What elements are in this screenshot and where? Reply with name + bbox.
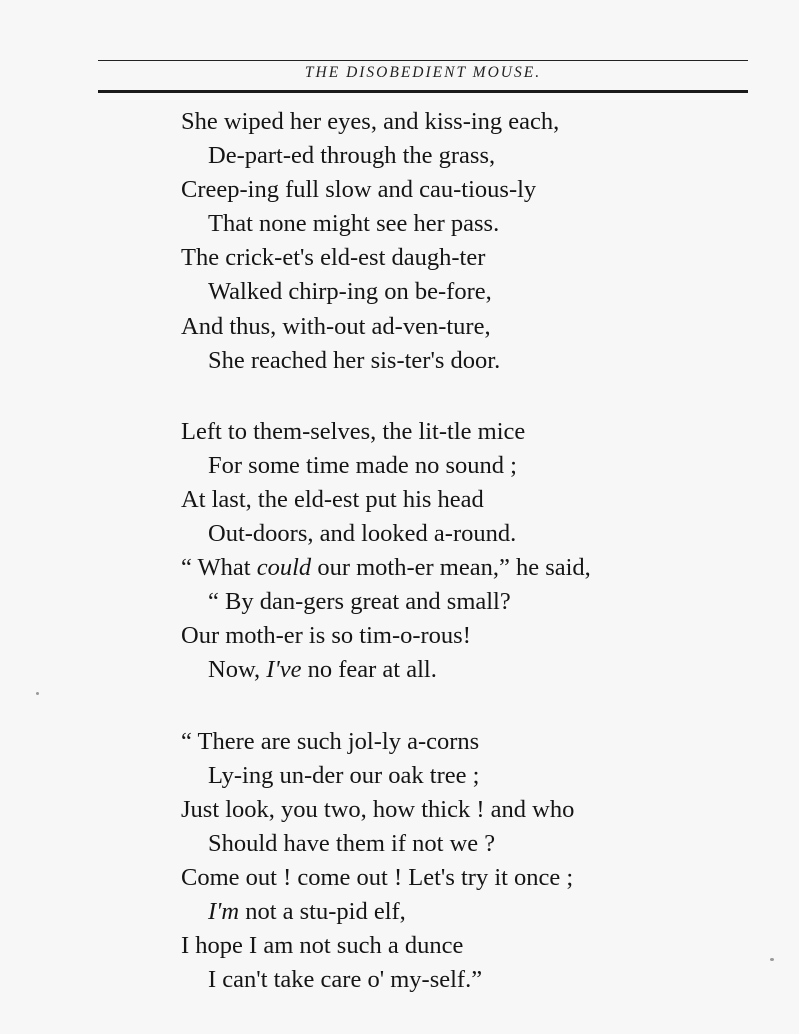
- poem-line: [181, 895, 761, 929]
- line-text: our moth-er mean,” he said,: [311, 554, 591, 582]
- emphasized-word: could: [256, 554, 312, 582]
- poem-line: “ By dan-gers great and small?: [208, 588, 511, 616]
- poem-line: [181, 653, 761, 687]
- paper-speck: [36, 692, 39, 695]
- poem-line: Out-doors, and looked a-round.: [208, 520, 517, 548]
- poem-line: And thus, with-out ad-ven-ture,: [181, 312, 491, 340]
- line-text: not a stu-pid elf,: [239, 897, 406, 925]
- line-text: no fear at all.: [301, 656, 437, 684]
- poem-line: Creep-ing full slow and cau-tious-ly: [181, 176, 537, 204]
- poem-line: The crick-et's eld-est daugh-ter: [181, 244, 486, 272]
- line-text: Now,: [208, 656, 267, 684]
- stanza: [181, 415, 761, 688]
- stanza: [181, 725, 761, 998]
- poem-line: She reached her sis-ter's door.: [208, 346, 501, 374]
- poem-line: Ly-ing un-der our oak tree ;: [208, 761, 480, 789]
- poem-line: Just look, you two, how thick ! and who: [181, 795, 575, 823]
- poem-line: That none might see her pass.: [208, 210, 500, 238]
- poem-line: I hope I am not such a dunce: [181, 932, 464, 960]
- header-bottom-rule: [98, 90, 748, 93]
- poem-line: She wiped her eyes, and kiss-ing each,: [181, 108, 560, 135]
- line-text: “ What: [181, 554, 257, 582]
- poem-line: I can't take care o' my-self.”: [208, 966, 483, 994]
- poem-line: At last, the eld-est put his head: [181, 485, 484, 513]
- poem-line: De-part-ed through the grass,: [208, 142, 496, 170]
- poem-line: Come out ! come out ! Let's try it once ;: [181, 863, 574, 891]
- paper-speck: [770, 958, 774, 961]
- poem-line: [181, 551, 761, 585]
- header-top-rule: [98, 60, 748, 61]
- emphasized-word: I'm: [208, 897, 240, 925]
- poem-line: “ There are such jol-ly a-corns: [181, 727, 480, 755]
- poem-line: Walked chirp-ing on be-fore,: [208, 278, 492, 306]
- poem-line: For some time made no sound ;: [208, 451, 517, 479]
- poem-line: Left to them-selves, the lit-tle mice: [181, 417, 526, 445]
- poem-line: Our moth-er is so tim-o-rous!: [181, 622, 471, 650]
- poem-line: Should have them if not we ?: [208, 829, 496, 857]
- poem: [181, 105, 761, 1034]
- emphasized-word: I've: [266, 656, 302, 684]
- stanza: [181, 105, 761, 378]
- running-head: THE DISOBEDIENT MOUSE.: [304, 64, 542, 81]
